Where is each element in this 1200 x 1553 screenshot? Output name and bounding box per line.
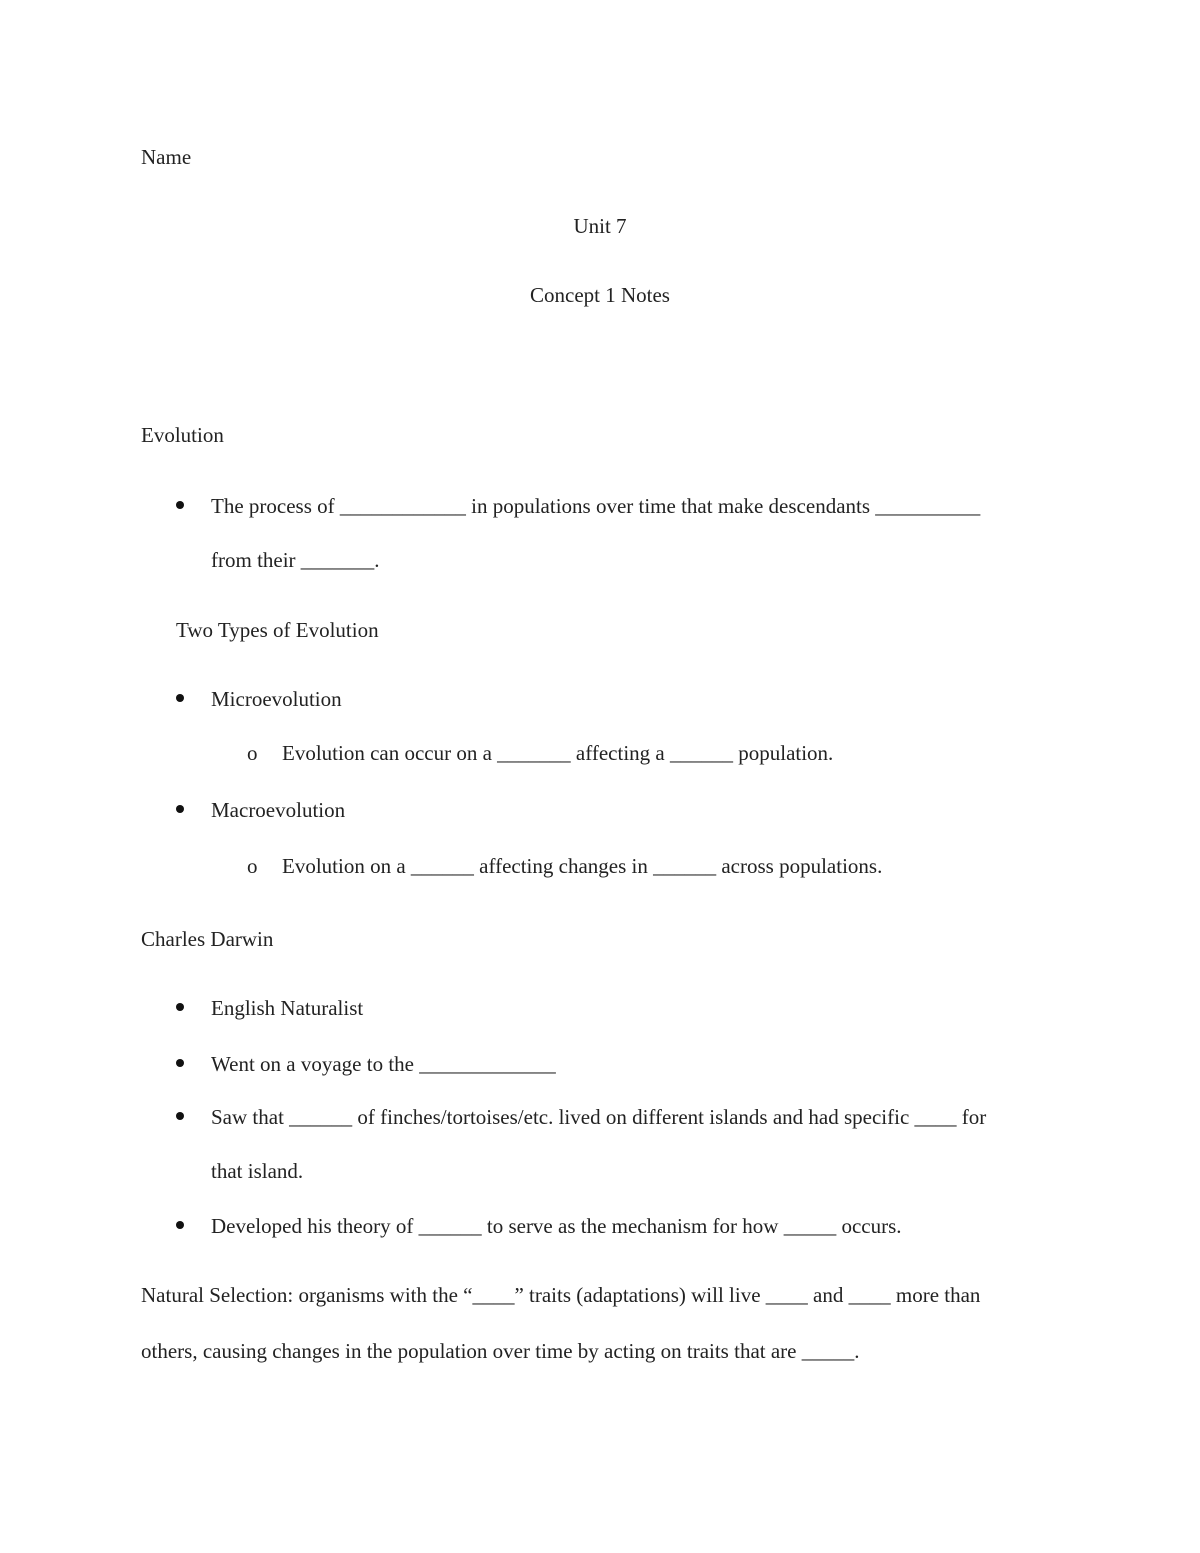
sub-bullet-marker: o bbox=[247, 741, 258, 765]
sub-bullet-marker: o bbox=[247, 854, 258, 878]
name-label: Name bbox=[141, 145, 192, 169]
microevolution-label: Microevolution bbox=[211, 687, 342, 711]
bullet-icon bbox=[176, 1003, 184, 1011]
bullet-icon bbox=[176, 1112, 184, 1120]
evolution-definition-line2: from their _______. bbox=[211, 548, 380, 572]
evolution-heading: Evolution bbox=[141, 423, 224, 447]
darwin-fact-finches-line2: that island. bbox=[211, 1159, 304, 1183]
microevolution-definition: Evolution can occur on a _______ affecting a ______ population. bbox=[282, 741, 834, 765]
darwin-heading: Charles Darwin bbox=[141, 927, 274, 951]
macroevolution-label: Macroevolution bbox=[211, 798, 346, 822]
natural-selection-line1: Natural Selection: organisms with the “____” traits (adaptations) will live ____ and ____ more than bbox=[141, 1283, 981, 1307]
darwin-fact-voyage: Went on a voyage to the _____________ bbox=[211, 1052, 556, 1076]
types-heading: Two Types of Evolution bbox=[176, 618, 379, 642]
evolution-definition-line1: The process of ____________ in populations over time that make descendants __________ bbox=[211, 494, 981, 518]
bullet-icon bbox=[176, 694, 184, 702]
natural-selection-line2: others, causing changes in the population over time by acting on traits that are _____. bbox=[141, 1339, 860, 1363]
darwin-fact-theory: Developed his theory of ______ to serve as the mechanism for how _____ occurs. bbox=[211, 1214, 902, 1238]
darwin-fact-naturalist: English Naturalist bbox=[211, 996, 364, 1020]
darwin-fact-finches-line1: Saw that ______ of finches/tortoises/etc. lived on different islands and had specific ____ for bbox=[211, 1105, 987, 1129]
macroevolution-definition: Evolution on a ______ affecting changes in ______ across populations. bbox=[282, 854, 883, 878]
bullet-icon bbox=[176, 805, 184, 813]
bullet-icon bbox=[176, 1059, 184, 1067]
bullet-icon bbox=[176, 1221, 184, 1229]
bullet-icon bbox=[176, 501, 184, 509]
unit-title: Unit 7 bbox=[573, 214, 627, 238]
page-subtitle: Concept 1 Notes bbox=[530, 283, 670, 307]
